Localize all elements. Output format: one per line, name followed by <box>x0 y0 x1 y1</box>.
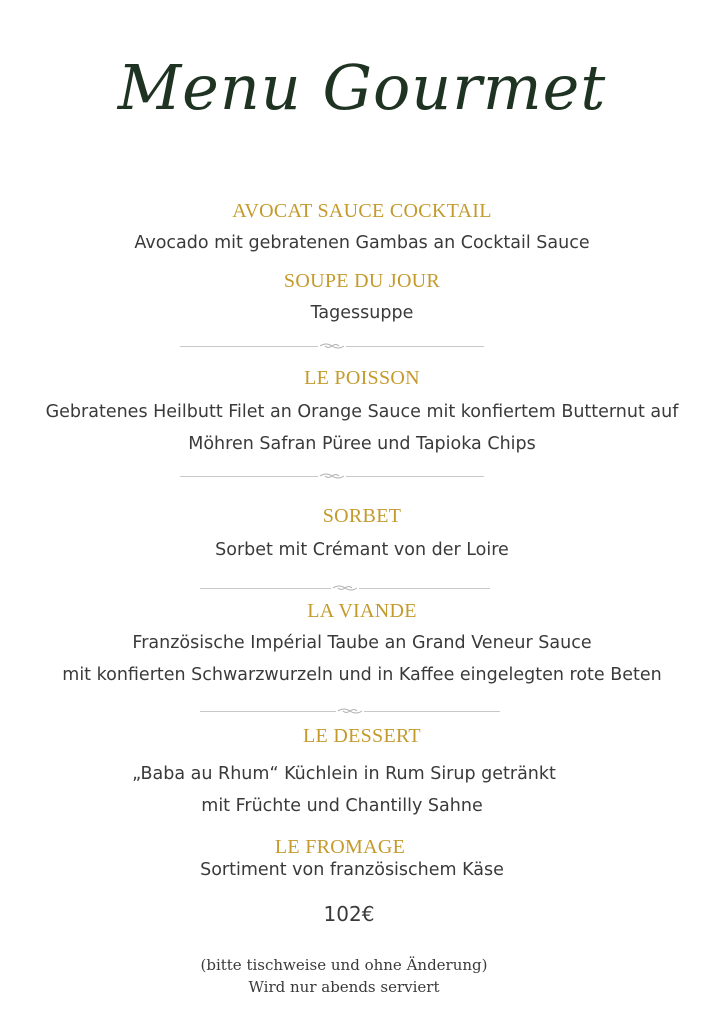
course-title: LE FROMAGE <box>274 836 406 858</box>
course-title: SOUPE DU JOUR <box>283 270 441 292</box>
course-description: Tagessuppe <box>310 303 414 323</box>
course-description: Avocado mit gebratenen Gambas an Cocktail Sauce <box>134 233 590 253</box>
course-description: mit konfierten Schwarzwurzeln und in Kaffee eingelegten rote Beten <box>62 665 662 685</box>
course-description: Sorbet mit Crémant von der Loire <box>215 540 509 560</box>
course-title: LE POISSON <box>304 367 420 389</box>
menu-price: 102€ <box>323 902 375 926</box>
page-title: Menu Gourmet <box>117 51 607 124</box>
course-description: mit Früchte und Chantilly Sahne <box>201 796 483 816</box>
course-title: LA VIANDE <box>307 600 417 622</box>
course-description: Sortiment von französischem Käse <box>200 860 504 880</box>
ornament-divider <box>180 471 484 481</box>
menu-note: (bitte tischweise und ohne Änderung) <box>200 956 488 974</box>
course-description: Möhren Safran Püree und Tapioka Chips <box>188 434 536 454</box>
course-description: Französische Impérial Taube an Grand Veneur Sauce <box>132 633 592 653</box>
ornament-divider <box>200 706 500 716</box>
course-title: LE DESSERT <box>303 725 421 747</box>
course-title: AVOCAT SAUCE COCKTAIL <box>232 200 492 222</box>
ornament-divider <box>200 583 490 593</box>
ornament-divider <box>180 341 484 351</box>
course-description: Gebratenes Heilbutt Filet an Orange Sauce mit konfiertem Butternut auf <box>45 402 679 422</box>
menu-note: Wird nur abends serviert <box>248 978 440 996</box>
course-description: „Baba au Rhum“ Küchlein in Rum Sirup getränkt <box>132 764 556 784</box>
course-title: SORBET <box>322 505 402 527</box>
